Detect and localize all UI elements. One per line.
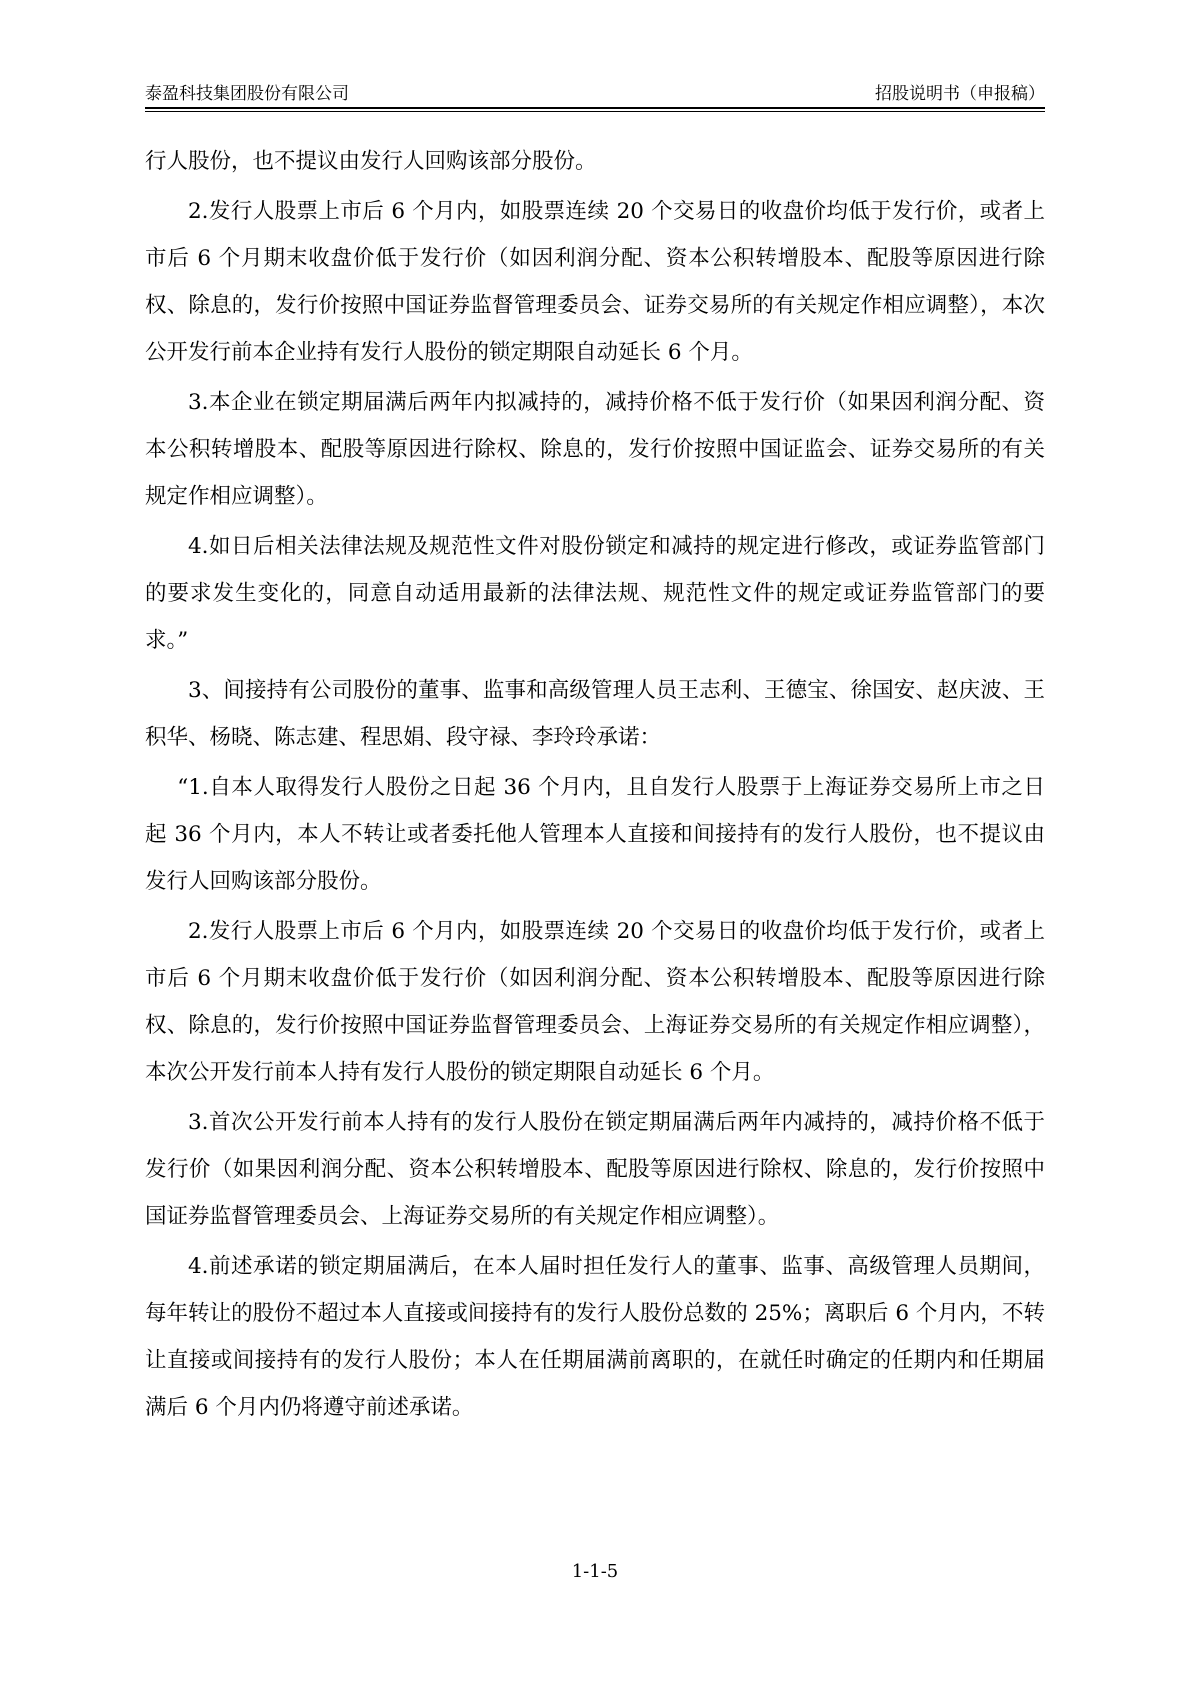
paragraph-section-3-intro: 3、间接持有公司股份的董事、监事和高级管理人员王志利、王德宝、徐国安、赵庆波、王积华、杨晓、陈志建、程思娟、段守禄、李玲玲承诺：	[145, 678, 1045, 750]
page-number: 1-1-5	[571, 1561, 619, 1582]
paragraph-continuation: 行人股份，也不提议由发行人回购该部分股份。	[145, 149, 597, 174]
paragraph-item-4: 4.如日后相关法律法规及规范性文件对股份锁定和减持的规定进行修改，或证券监管部门的要求发生变化的，同意自动适用最新的法律法规、规范性文件的规定或证券监管部门的要求。”	[145, 534, 1045, 653]
header-rule-thin	[145, 111, 1045, 112]
paragraph-commitment-4: 4.前述承诺的锁定期届满后，在本人届时担任发行人的董事、监事、高级管理人员期间，每年转让的股份不超过本人直接或间接持有的发行人股份总数的 25%；离职后 6 个月内，不转让直接或间接持有的发行人股份；本人在任期届满前离职的，在就任时确定的任期内和任期届满后 6 个月内仍将遵守前述承诺。	[145, 1254, 1045, 1420]
paragraph-commitment-2: 2.发行人股票上市后 6 个月内，如股票连续 20 个交易日的收盘价均低于发行价，或者上市后 6 个月期末收盘价低于发行价（如因利润分配、资本公积转增股本、配股等原因进行除权、除息的，发行价按照中国证券监督管理委员会、上海证券交易所的有关规定作相应调整），本次公开发行前本人持有发行人股份的锁定期限自动延长 6 个月。	[145, 919, 1045, 1085]
page-body	[145, 138, 1045, 1434]
header-document-type: 招股说明书（申报稿）	[875, 84, 1045, 104]
header-rule-thick	[145, 107, 1045, 109]
paragraph-item-3: 3.本企业在锁定期届满后两年内拟减持的，减持价格不低于发行价（如果因利润分配、资本公积转增股本、配股等原因进行除权、除息的，发行价按照中国证监会、证券交易所的有关规定作相应调整）。	[145, 390, 1045, 509]
header-company-name: 泰盈科技集团股份有限公司	[145, 84, 349, 104]
paragraph-commitment-3: 3.首次公开发行前本人持有的发行人股份在锁定期届满后两年内减持的，减持价格不低于发行价（如果因利润分配、资本公积转增股本、配股等原因进行除权、除息的，发行价按照中国证券监督管理委员会、上海证券交易所的有关规定作相应调整）。	[145, 1110, 1045, 1229]
paragraph-item-2: 2.发行人股票上市后 6 个月内，如股票连续 20 个交易日的收盘价均低于发行价，或者上市后 6 个月期末收盘价低于发行价（如因利润分配、资本公积转增股本、配股等原因进行除权、除息的，发行价按照中国证券监督管理委员会、证券交易所的有关规定作相应调整），本次公开发行前本企业持有发行人股份的锁定期限自动延长 6 个月。	[145, 199, 1045, 365]
paragraph-commitment-1: “1.自本人取得发行人股份之日起 36 个月内，且自发行人股票于上海证券交易所上市之日起 36 个月内，本人不转让或者委托他人管理本人直接和间接持有的发行人股份，也不提议由发行人回购该部分股份。	[145, 775, 1045, 894]
